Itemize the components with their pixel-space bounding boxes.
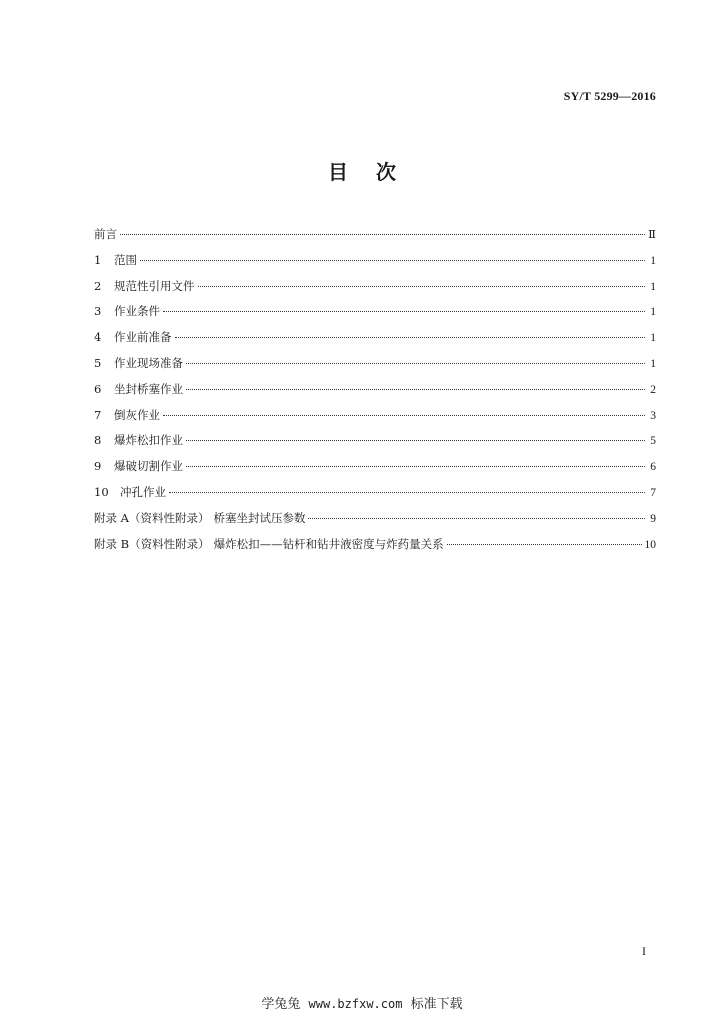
toc-entry-label: 作业条件 [114,304,160,319]
dot-leader [186,466,645,467]
table-of-contents [94,226,656,561]
toc-entry-number: 3 [94,304,102,319]
toc-entry-2[interactable] [94,278,656,304]
toc-entry-number: 1 [94,252,102,267]
toc-entry-number: 附录 B（资料性附录） [94,536,210,551]
dot-leader [140,260,645,261]
toc-entry-label: 桥塞坐封试压参数 [213,510,306,525]
toc-entry-page: 1 [650,254,656,267]
footer-prefix: 学兔兔 [261,997,301,1012]
dot-leader [308,518,645,519]
toc-entry-8[interactable] [94,432,656,458]
toc-entry-label: 爆破切割作业 [114,459,183,474]
toc-entry-page: 3 [650,409,656,422]
toc-entry-number: 10 [94,484,109,499]
page-title: 目次 [328,160,424,184]
toc-entry-annex-a[interactable] [94,510,656,536]
toc-entry-page: 1 [650,357,656,370]
dot-leader [186,389,645,390]
dot-leader [186,363,645,364]
toc-entry-page: 6 [650,461,656,474]
toc-entry-page: 9 [650,512,656,525]
toc-entry-9[interactable] [94,458,656,484]
toc-entry-page: 1 [650,332,656,345]
dot-leader [163,311,645,312]
toc-entry-4[interactable] [94,329,656,355]
footer-site-link[interactable]: www.bzfxw.com [308,997,403,1011]
toc-entry-7[interactable] [94,407,656,433]
toc-entry-6[interactable] [94,381,656,407]
toc-entry-foreword[interactable] [94,226,656,252]
toc-entry-label: 倒灰作业 [114,407,160,422]
page-number: I [642,944,646,958]
dot-leader [163,415,645,416]
toc-entry-label: 爆炸松扣——钻杆和钻井液密度与炸药量关系 [213,536,444,551]
toc-entry-page: 5 [650,435,656,448]
footer-suffix: 标准下载 [410,997,463,1012]
toc-entry-number: 9 [94,459,102,474]
toc-entry-label: 范围 [114,252,137,267]
toc-entry-3[interactable] [94,303,656,329]
toc-entry-label: 爆炸松扣作业 [114,433,183,448]
toc-entry-annex-b[interactable] [94,536,656,562]
toc-entry-number: 8 [94,433,102,448]
toc-entry-label: 作业现场准备 [114,355,183,370]
toc-entry-page: 2 [650,383,656,396]
dot-leader [198,286,646,287]
dot-leader [120,234,645,235]
toc-entry-number: 2 [94,278,102,293]
toc-entry-number: 5 [94,355,102,370]
toc-entry-page: Ⅱ [648,229,656,241]
document-code: SY/T 5299—2016 [563,89,656,103]
toc-entry-label: 冲孔作业 [120,484,166,499]
dot-leader [447,544,642,545]
dot-leader [169,492,645,493]
toc-entry-label: 规范性引用文件 [114,278,195,293]
toc-entry-page: 1 [650,280,656,293]
toc-entry-page: 10 [644,538,656,551]
toc-entry-label: 前言 [94,227,117,241]
toc-entry-number: 4 [94,330,102,345]
toc-entry-page: 1 [650,306,656,319]
toc-entry-number: 附录 A（资料性附录） [94,510,210,525]
toc-entry-1[interactable] [94,252,656,278]
toc-entry-number: 7 [94,407,102,422]
toc-entry-number: 6 [94,381,102,396]
dot-leader [186,440,645,441]
toc-entry-label: 作业前准备 [114,330,172,345]
footer-watermark [0,993,724,1012]
toc-entry-label: 坐封桥塞作业 [114,381,183,396]
toc-entry-10[interactable] [94,484,656,510]
toc-entry-5[interactable] [94,355,656,381]
toc-entry-page: 7 [650,486,656,499]
dot-leader [175,337,646,338]
